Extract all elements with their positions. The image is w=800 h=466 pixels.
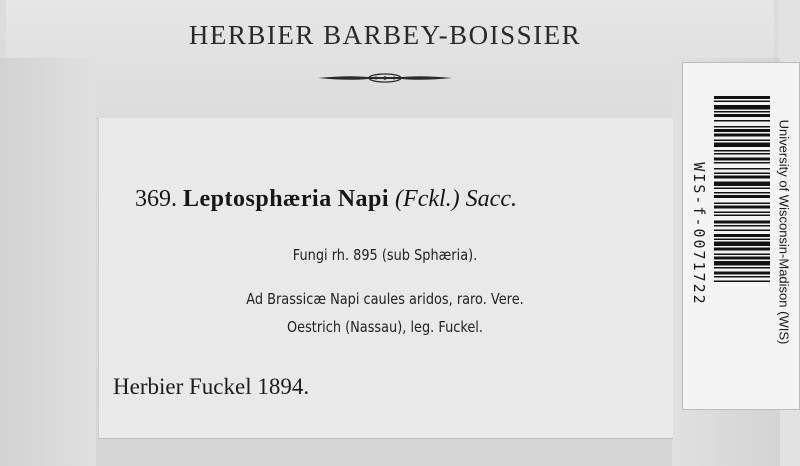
institution-name: University of Wisconsin-Madison (WIS) bbox=[776, 119, 792, 345]
herbarium-source: Herbier Fuckel 1894. bbox=[113, 374, 310, 399]
species-epithet: Napi bbox=[337, 186, 390, 212]
herbarium-header: HERBIER BARBEY-BOISSIER bbox=[188, 20, 582, 50]
catalog-number: WIS-f-0071722 bbox=[690, 162, 708, 306]
envelope-flap bbox=[6, 0, 774, 119]
specimen-number: 369. bbox=[135, 186, 177, 212]
habitat-line-1: Ad Brassicæ Napi caules aridos, raro. Vere. bbox=[246, 290, 524, 308]
author-citation: (Fckl.) Sacc. bbox=[395, 186, 517, 212]
genus-name: Leptosphæria bbox=[183, 186, 332, 212]
ornament-divider bbox=[318, 72, 452, 84]
habitat-line-2: Oestrich (Nassau), leg. Fuckel. bbox=[287, 318, 483, 336]
exsiccata-reference: Fungi rh. 895 (sub Sphæria). bbox=[292, 246, 478, 264]
envelope-left-edge bbox=[0, 58, 96, 466]
species-name-line bbox=[135, 186, 517, 213]
barcode bbox=[714, 96, 770, 372]
